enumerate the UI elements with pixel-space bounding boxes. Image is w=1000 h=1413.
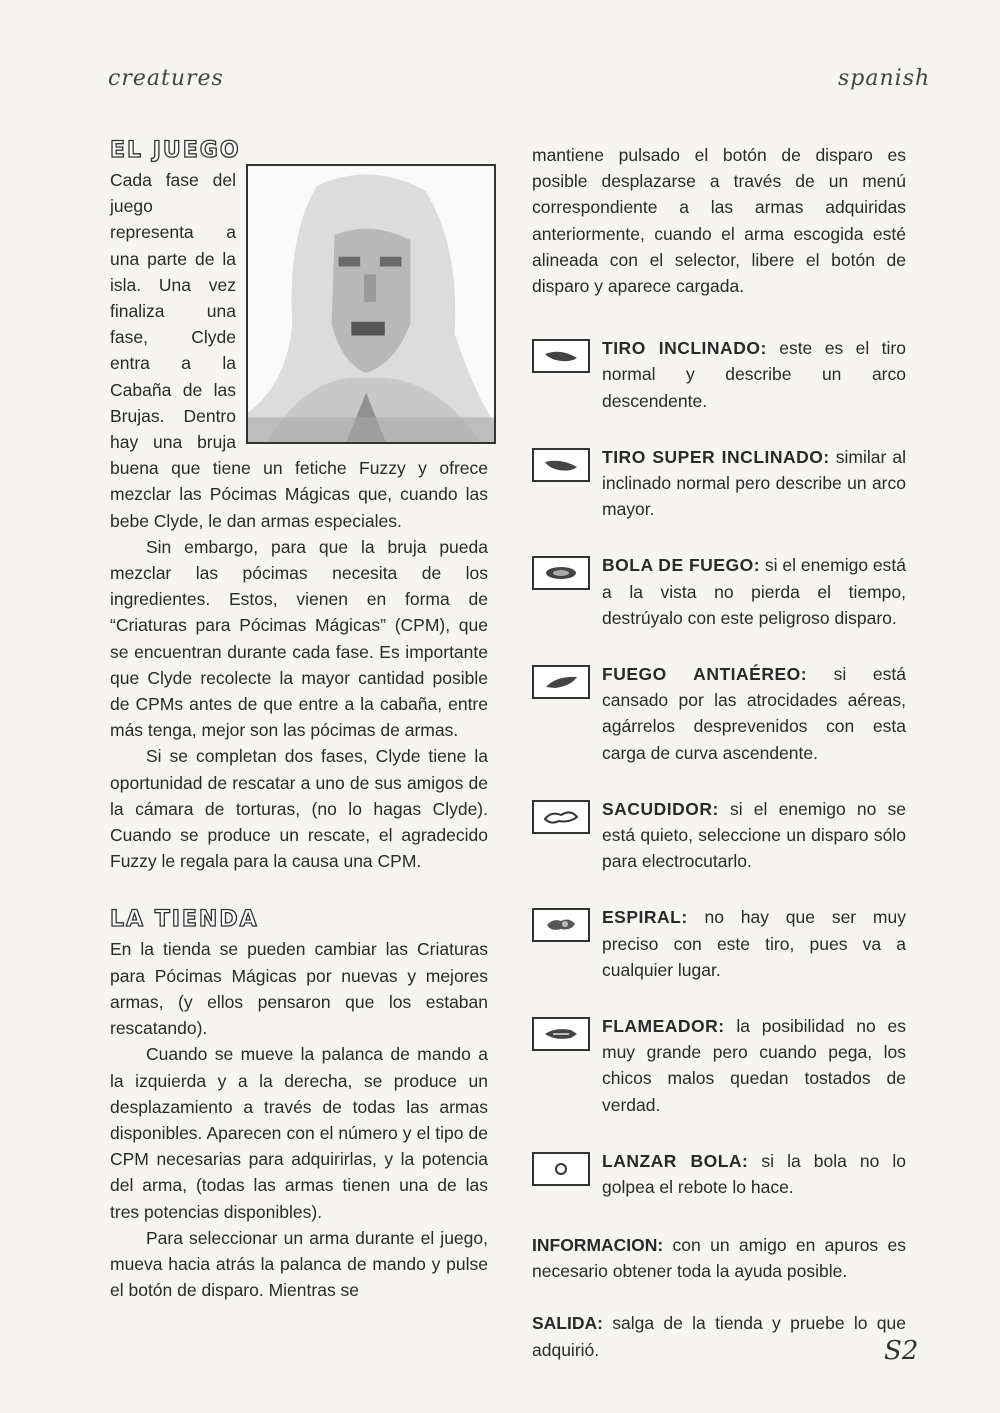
- bounce-ball-icon: [532, 1152, 590, 1186]
- right-column: [532, 142, 906, 1389]
- anti-aircraft-icon: [532, 665, 590, 699]
- weapon-desc: no hay que ser muy preciso con este tiro, pues va a cualquier lugar.: [602, 907, 906, 980]
- section-title-game: EL JUEGO: [110, 138, 241, 163]
- weapon-item: [532, 1013, 906, 1118]
- weapon-item: [532, 335, 906, 414]
- paragraph-ingredients: Sin embargo, para que la bruja pueda mezclar las pócimas necesita de los ingredientes. Estos, vienen en forma de “Criaturas para Pócimas Mágicas” (CPM), que se encuentran durante cada fase. Es importante que Clyde recolecte la mayor cantidad posible de CPMs antes de que entre a la cabaña, entre más tenga, mejor son las pócimas de armas.: [110, 536, 488, 741]
- info-name: INFORMACION:: [532, 1234, 664, 1255]
- section-title-shop: LA TIENDA: [110, 907, 259, 933]
- weapon-name: FUEGO ANTIAÉREO:: [602, 664, 808, 685]
- info-desc: con un amigo en apuros es necesario obtener toda la ayuda posible.: [532, 1234, 906, 1282]
- weapon-desc: similar al inclinado normal pero describe un arco mayor.: [602, 446, 906, 520]
- left-column: [110, 135, 488, 1303]
- header-language: spanish: [838, 66, 931, 91]
- super-lob-shot-icon: [532, 448, 590, 482]
- paragraph-rescue: Si se completan dos fases, Clyde tiene la oportunidad de rescatar a uno de sus amigos de la cámara de torturas, (no lo hagas Clyde). Cuando se produce un rescate, el agradecido Fuzzy le regala para la causa una CPM.: [110, 746, 488, 872]
- weapon-desc: si está cansado por las atrocidades aéreas, agárrelos desprevenidos con esta carga de curva ascendente.: [602, 664, 906, 763]
- shocker-icon: [532, 800, 590, 834]
- exit-name: SALIDA:: [532, 1313, 603, 1334]
- paragraph-scroll: Cuando se mueve la palanca de mando a la izquierda y a la derecha, se produce un desplazamiento a través de todas las armas disponibles. Aparecen con el número y el tipo de CPM necesarias para adquirirlas, y la potencia del arma, (todas las armas tienen una de las tres potencias disponibles).: [110, 1044, 488, 1222]
- weapon-name: LANZAR BOLA:: [602, 1150, 749, 1171]
- weapon-desc: la posibilidad no es muy grande pero cuando pega, los chicos malos quedan tostados de verdad.: [602, 1016, 906, 1115]
- exit-entry: [532, 1310, 906, 1362]
- weapon-item: [532, 1148, 906, 1202]
- exit-desc: salga de la tienda y pruebe lo que adquirió.: [532, 1313, 906, 1360]
- lob-shot-icon: [532, 339, 590, 373]
- spiral-icon: [532, 908, 590, 942]
- weapon-item: [532, 552, 906, 631]
- weapon-desc: si la bola no lo golpea el rebote lo hace.: [602, 1150, 906, 1198]
- weapon-desc: si el enemigo está a la vista no pierda el tiempo, destrúyalo con este peligroso disparo.: [602, 555, 907, 628]
- witch-portrait-icon: [246, 164, 496, 444]
- weapon-desc: si el enemigo no se está quieto, seleccione un disparo sólo para electrocutarlo.: [602, 798, 906, 872]
- info-entry: [532, 1232, 906, 1284]
- paragraph-select: Para seleccionar un arma durante el juego, mueva hacia atrás la palanca de mando y pulse el botón de disparo. Mientras se: [110, 1227, 488, 1301]
- paragraph-shop: En la tienda se pueden cambiar las Criaturas para Pócimas Mágicas por nuevas y mejores armas, (y ellos pensaron que los estaban rescatando).: [110, 939, 488, 1039]
- header-game-title: creatures: [108, 66, 224, 91]
- page-number: S2: [884, 1336, 919, 1366]
- weapon-name: TIRO INCLINADO:: [602, 338, 767, 359]
- weapon-name: BOLA DE FUEGO:: [602, 555, 761, 576]
- paragraph-menu: mantiene pulsado el botón de disparo es posible desplazarse a través de un menú correspondiente a las armas adquiridas anteriormente, cuando el arma escogida esté alineada con el selector, libere el botón de disparo y aparece cargada.: [532, 145, 906, 297]
- paragraph-intro: Cada fase del juego representa a una parte de la isla. Una vez finaliza una fase, Clyde entra a la Cabaña de las Brujas. Dentro hay una bruja buena que tiene un fetiche Fuzzy y ofrece mezclar las Pócimas Mágicas que, cuando las bebe Clyde, le dan armas especiales.: [110, 170, 488, 531]
- weapon-desc: este es el tiro normal y describe un arco descendente.: [602, 338, 906, 411]
- weapon-item: [532, 661, 906, 766]
- weapon-item: [532, 904, 906, 983]
- weapon-name: SACUDIDOR:: [602, 798, 719, 819]
- weapon-item: [532, 444, 906, 523]
- flamer-icon: [532, 1017, 590, 1051]
- weapon-name: FLAMEADOR:: [602, 1016, 725, 1037]
- weapon-name: ESPIRAL:: [602, 907, 688, 928]
- fireball-icon: [532, 556, 590, 590]
- weapon-item: [532, 796, 906, 875]
- weapon-name: TIRO SUPER INCLINADO:: [602, 446, 830, 467]
